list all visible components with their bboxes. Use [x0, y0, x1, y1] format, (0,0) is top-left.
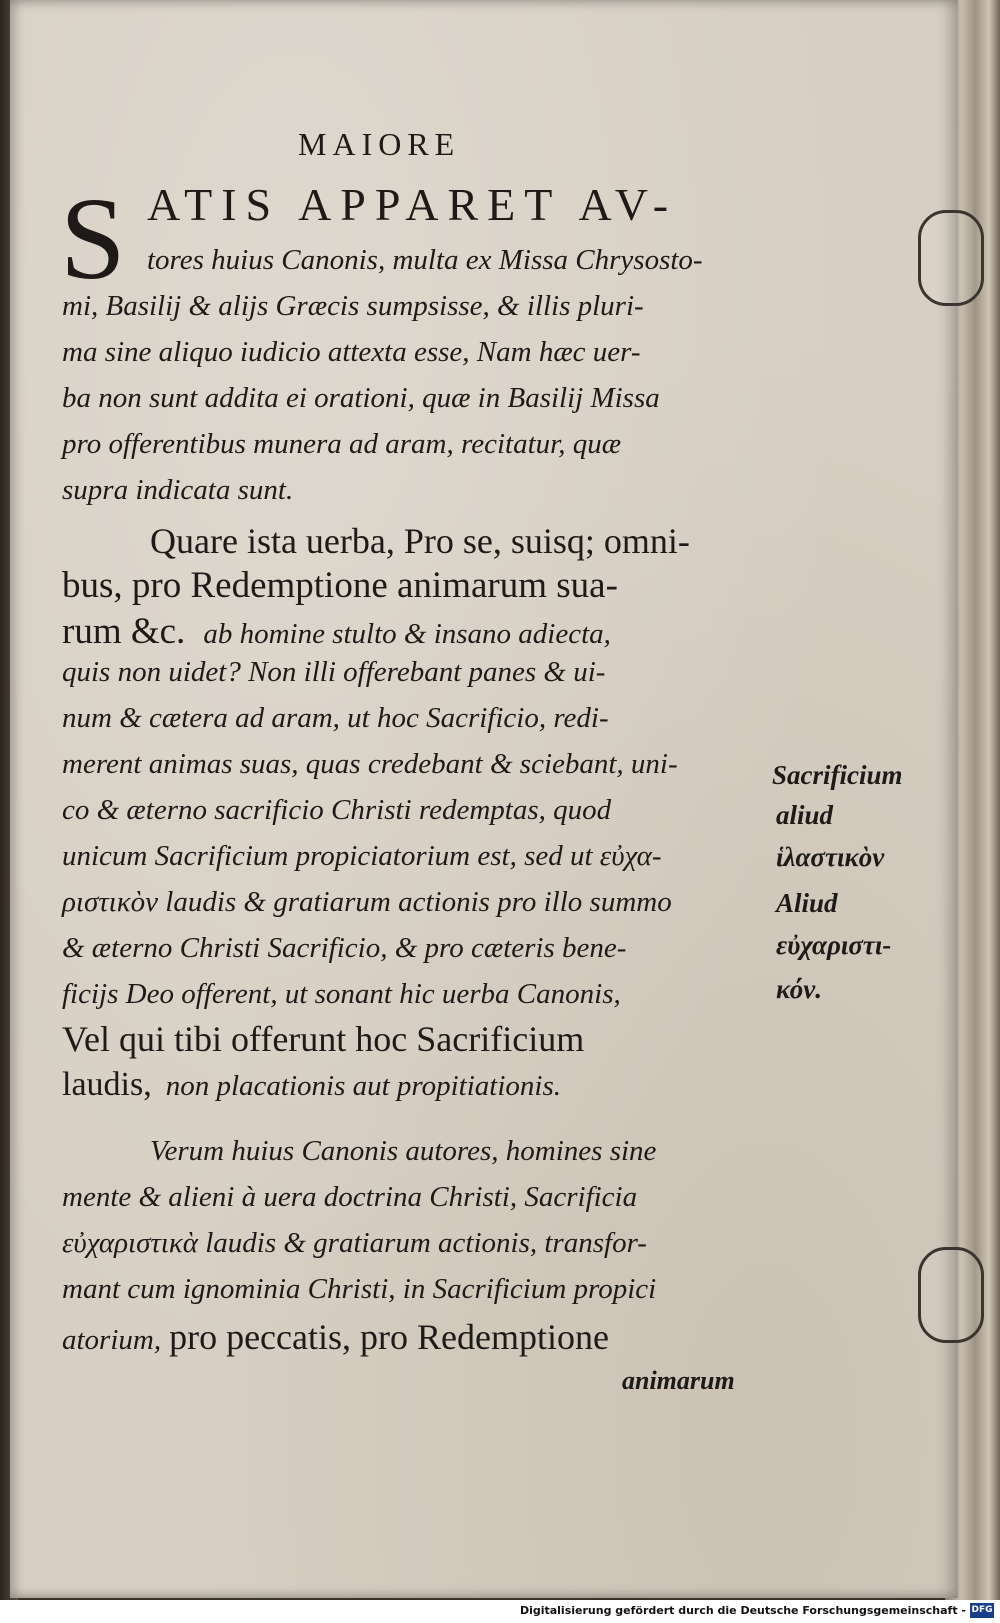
margin-note-4: Aliud: [776, 888, 838, 918]
drop-cap: S: [60, 173, 126, 304]
para2-large-line-3: rum &c.: [62, 611, 186, 652]
para2-rest-1: quis non uidet? Non illi offerebant panes & ui-: [62, 656, 606, 688]
para2-rest-4: co & æterno sacrificio Christi redemptas, quod: [62, 794, 612, 826]
para3-line-2: mente & alieni à uera doctrina Christi, Sacrificia: [62, 1181, 638, 1213]
footer-credit: Digitalisierung gefördert durch die Deutsche Forschungsgemeinschaft -: [519, 1604, 966, 1617]
section-heading: ATIS APPARET AV-: [147, 179, 678, 230]
page-clip-top: [918, 210, 984, 306]
para1-line-6: supra indicata sunt.: [62, 474, 294, 506]
digitization-footer: [0, 1600, 1000, 1623]
para2-rest-5: unicum Sacrificium propiciatorium est, sed ut εὐχα-: [62, 840, 662, 872]
para3-large: pro peccatis, pro Redemptione: [169, 1317, 609, 1357]
para2-large-line-2: bus, pro Redemptione animarum sua-: [62, 565, 618, 606]
para2-last-line: [62, 1066, 561, 1104]
para3-line-5: [62, 1316, 609, 1358]
catchword: animarum: [622, 1366, 735, 1395]
dfg-logo-icon: DFG: [970, 1603, 994, 1618]
margin-note-2: aliud: [776, 800, 834, 830]
running-head: MAIORE: [298, 126, 461, 162]
para2-rest-2: num & cætera ad aram, ut hoc Sacrificio, redi-: [62, 702, 609, 734]
para1-line-1: tores huius Canonis, multa ex Missa Chrysosto-: [147, 244, 703, 276]
margin-note-1: Sacrificium: [772, 760, 903, 790]
para2-line-1-lead: [150, 520, 690, 562]
para1-line-4: ba non sunt addita ei orationi, quæ in Basilij Missa: [62, 382, 660, 414]
margin-note-5: εὐχαριστι-: [776, 930, 892, 960]
para2-line-3: [62, 610, 611, 653]
para2-rest-7: & æterno Christi Sacrificio, & pro cæteris bene-: [62, 932, 627, 964]
para3-line-1: Verum huius Canonis autores, homines sine: [150, 1135, 657, 1167]
margin-note-3: ἱλαστικὸν: [776, 842, 885, 872]
para2-last-b: non placationis aut propitiationis.: [165, 1070, 561, 1102]
para3-line-3: εὐχαριστικὰ laudis & gratiarum actionis, transfor-: [62, 1227, 647, 1259]
para2-large-line-1: Quare ista uerba, Pro se, suisq; omni-: [150, 521, 690, 561]
margin-note-6: κόν.: [776, 974, 823, 1004]
para2-tail: ab homine stulto & insano adiecta,: [203, 618, 611, 650]
para1-line-3: ma sine aliquo iudicio attexta esse, Nam hæc uer-: [62, 336, 641, 368]
para2-rest-6: ριστικὸν laudis & gratiarum actionis pro illo summo: [62, 886, 672, 918]
para3-line-5-a: atorium,: [62, 1324, 162, 1356]
para3-line-4: mant cum ignominia Christi, in Sacrificium propici: [62, 1273, 657, 1305]
para1-line-5: pro offerentibus munera ad aram, recitatur, quæ: [62, 428, 622, 460]
page-clip-bottom: [918, 1247, 984, 1343]
para1-line-2: mi, Basilij & alijs Græcis sumpsisse, & illis pluri-: [62, 290, 644, 322]
para2-last-a: laudis,: [62, 1066, 152, 1103]
para2-rest-3: merent animas suas, quas credebant & sciebant, uni-: [62, 748, 678, 780]
para2-large-end: Vel qui tibi offerunt hoc Sacrificium: [62, 1019, 585, 1059]
para2-rest-8: ficijs Deo offerent, ut sonant hic uerba Canonis,: [62, 978, 621, 1010]
